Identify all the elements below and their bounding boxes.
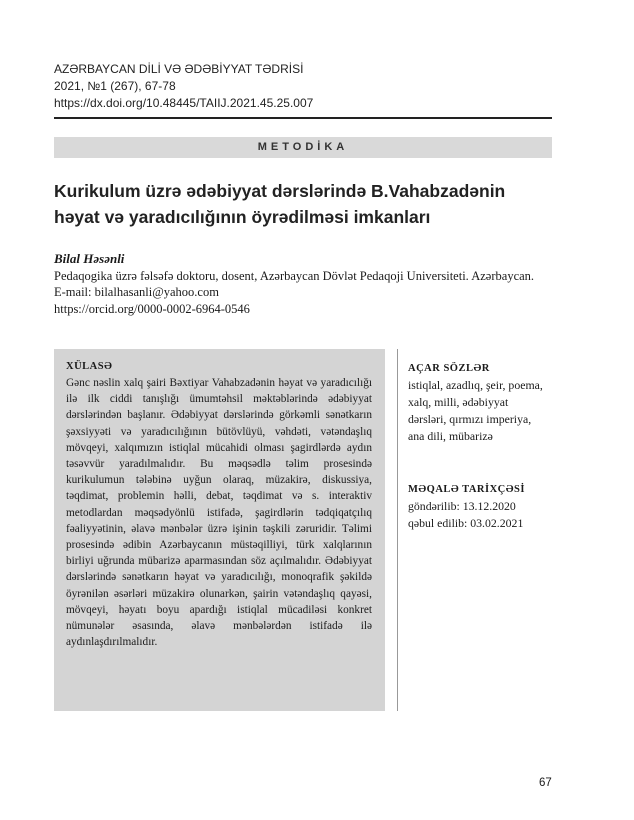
title-line: həyat və yaradıcılığının öyrədilməsi imkanları xyxy=(54,207,431,227)
accepted-date: qəbul edilib: 03.02.2021 xyxy=(408,516,524,530)
keywords-text: istiqlal, azadlıq, şeir, poema, xalq, milli, ədəbiyyat dərsləri, qırmızı imperiya, ana dili, mübarizə xyxy=(408,378,543,443)
author-block xyxy=(54,251,574,317)
history-heading: MƏQALƏ TARİXÇƏSİ xyxy=(408,484,525,495)
section-label: METODİKA xyxy=(54,137,552,158)
author-name: Bilal Həsənli xyxy=(54,251,125,266)
journal-header xyxy=(54,61,554,112)
issue-info: 2021, №1 (267), 67-78 xyxy=(54,79,176,93)
history-dates xyxy=(408,498,558,532)
author-affiliation: Pedaqogika üzrə fəlsəfə doktoru, dosent, Azərbaycan Dövlət Pedaqoji Universiteti. Azərbaycan. xyxy=(54,268,535,283)
article-title xyxy=(54,178,554,230)
submitted-date: göndərilib: 13.12.2020 xyxy=(408,499,516,513)
page-number: 67 xyxy=(539,777,552,789)
title-line: Kurikulum üzrə ədəbiyyat dərslərində B.Vahabzadənin xyxy=(54,181,506,201)
abstract-heading: XÜLASƏ xyxy=(66,361,113,372)
doi-link[interactable]: https://dx.doi.org/10.48445/TAIIJ.2021.45.25.007 xyxy=(54,96,314,110)
header-rule xyxy=(54,117,552,119)
column-divider xyxy=(397,349,398,711)
author-orcid[interactable]: https://orcid.org/0000-0002-6964-0546 xyxy=(54,301,250,316)
journal-title: AZƏRBAYCAN DİLİ VƏ ƏDƏBİYYAT TƏDRİSİ xyxy=(54,62,304,76)
keywords-heading: AÇAR SÖZLƏR xyxy=(408,363,490,374)
author-email[interactable]: E-mail: bilalhasanli@yahoo.com xyxy=(54,285,219,299)
abstract-text: Gənc nəslin xalq şairi Bəxtiyar Vahabzadənin həyat və yaradıcılığı ilə ilk ciddi tanışlığı ümumtəhsil məktəblərində ədəbiyyat dərslərindən başlanır. Ədəbiyyat dərslərində görkəmli sənətkarın şəxsiyyəti və yaradıcılığının bütövlüyü, vəhdəti, vətəndaşlıq mövqeyi, xalqımızın istiqlal mücahidi olması şagirdlərdə aydın təsəvvür yaradılmalıdır. Bu məqsədlə təlim prosesində kurikulumun tələbinə uyğun olaraq, müzakirə, diskussiya, təqdimat, problemin həlli, debat, təqdimat və s. interaktiv metodlardan məqsədyönlü istifadə, şagirdlərin tədqiqatçılıq fəaliyyətinin, əlavə mənbələr üzrə işinin təşkili zəruridir. Təlimi prosesində ədibin Azərbaycanın müstəqilliyi, türk xalqlarının birliyi uğrunda mübarizə aparmasından söz açılmalıdır. Ədəbiyyat dərslərində sənətkarın həyat və yaradıcılığı, monoqrafik şəkildə öyrənilən əsərləri müzakirə olunarkən, şairin vətəndaşlıq qayəsi, mövqeyi, həyatı boyu apardığı istiqlal mücadiləsi konkret nümunələr əsasında, əlavə mənbələrdən istifadə ilə aydınlaşdırılmalıdır. xyxy=(66,377,372,649)
